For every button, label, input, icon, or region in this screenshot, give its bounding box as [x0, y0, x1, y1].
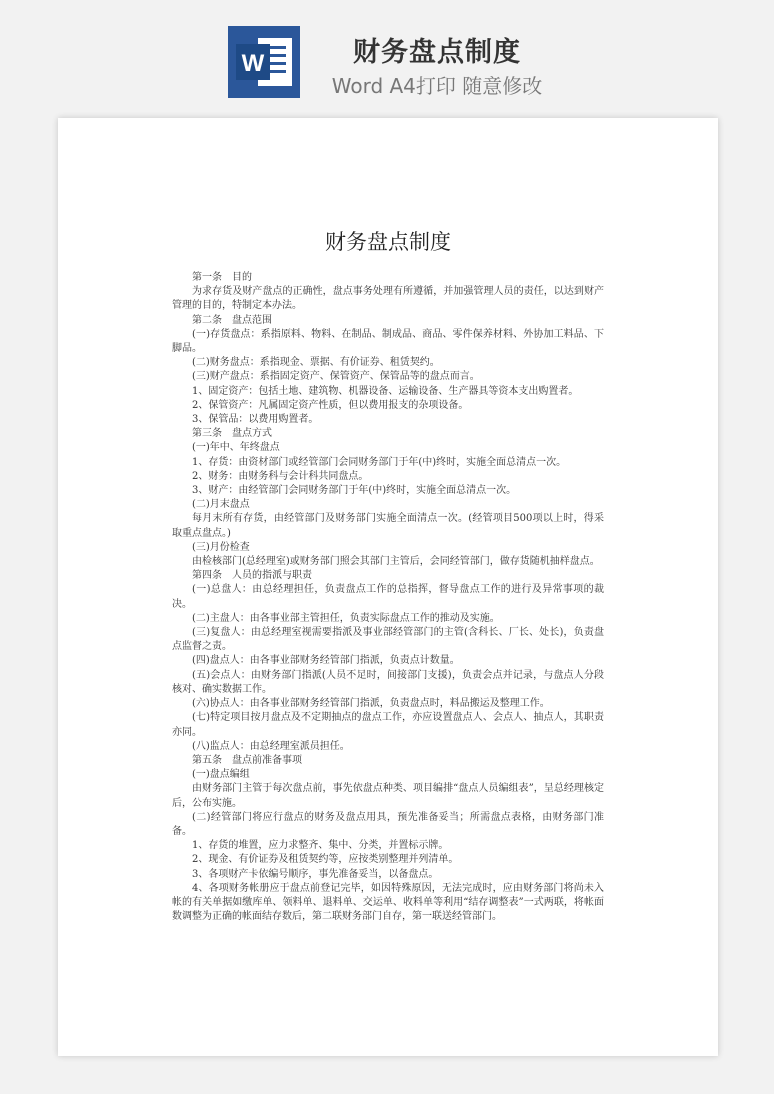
paragraph: (二)主盘人：由各事业部主管担任，负责实际盘点工作的推动及实施。 — [192, 612, 500, 624]
paragraph: 1、存货：由资材部门或经管部门会同财务部门于年(中)终时，实施全面总清点一次。 — [192, 456, 567, 468]
word-icon-letter: W — [241, 50, 265, 77]
banner-subtitle: Word A4打印 随意修改 — [331, 74, 543, 98]
paragraph: 2、保管资产：凡属固定资产性质，但以费用报支的杂项设备。 — [192, 399, 469, 411]
paragraph: 第五条 盘点前准备事项 — [192, 754, 302, 766]
banner-title: 财务盘点制度 — [353, 37, 521, 68]
paragraph: 第一条 目的 — [192, 272, 252, 283]
paragraph: 第三条 盘点方式 — [192, 428, 272, 440]
paragraph: 第二条 盘点范围 — [192, 314, 272, 326]
paragraph: (五)会点人：由财务部门指派(人员不足时，间接部门支援)，负责会点并记录，与盘点人分段核对、确实数据工作。 — [172, 669, 604, 695]
paragraph: 2、财务：由财务科与会计科共同盘点。 — [192, 470, 369, 482]
paragraph: 每月末所有存货，由经管部门及财务部门实施全面清点一次。(经管项目500项以上时，得采取重点盘点。) — [172, 513, 604, 539]
paragraph: 3、财产：由经管部门会同财务部门于年(中)终时，实施全面总清点一次。 — [192, 485, 517, 497]
paragraph: (四)盘点人：由各事业部财务经管部门指派，负责点计数量。 — [192, 655, 460, 667]
paragraph: (二)月末盘点 — [192, 499, 250, 511]
document-body — [172, 271, 604, 924]
paragraph: (三)财产盘点：系指固定资产、保管资产、保管品等的盘点而言。 — [192, 371, 480, 383]
paragraph: 4、各项财务帐册应于盘点前登记完毕，如因特殊原因，无法完成时，应由财务部门将尚未入帐的有关单据如缴库单、领料单、退料单、交运单、收料单等利用“结存调整表”一式两联，将帐面数调整为正确的帐面结存数后，第二联财务部门自存，第一联送经管部门。 — [172, 882, 604, 923]
paragraph: (一)盘点编组 — [192, 769, 250, 781]
paragraph: 1、固定资产：包括土地、建筑物、机器设备、运输设备、生产器具等资本支出购置者。 — [192, 385, 579, 397]
paragraph: 3、各项财产卡依编号顺序，事先准备妥当，以备盘点。 — [192, 868, 439, 880]
banner — [0, 0, 774, 112]
paragraph: (二)经管部门将应行盘点的财务及盘点用具，预先准备妥当；所需盘点表格，由财务部门准备。 — [172, 811, 604, 837]
paragraph: 为求存货及财产盘点的正确性，盘点事务处理有所遵循，并加强管理人员的责任，以达到财产管理的目的，特制定本办法。 — [172, 286, 604, 312]
paragraph: (三)复盘人：由总经理室视需要指派及事业部经管部门的主管(含科长、厂长、处长)，负责盘点监督之责。 — [172, 627, 604, 653]
paragraph: 由财务部门主管于每次盘点前，事先依盘点种类、项目编排“盘点人员编组表”，呈总经理核定后，公布实施。 — [172, 783, 604, 809]
paragraph: (二)财务盘点：系指现金、票据、有价证券、租赁契约。 — [192, 357, 440, 369]
document-page — [58, 118, 718, 1056]
paragraph: (一)存货盘点：系指原料、物料、在制品、制成品、商品、零件保养材料、外协加工料品、下脚品。 — [172, 328, 604, 355]
paragraph: (一)年中、年终盘点 — [192, 442, 280, 454]
paragraph: (一)总盘人：由总经理担任，负责盘点工作的总指挥，督导盘点工作的进行及异常事项的裁决。 — [172, 584, 604, 610]
paragraph: 第四条 人员的指派与职责 — [192, 570, 312, 582]
document-title: 财务盘点制度 — [325, 230, 451, 254]
paragraph: (八)监点人：由总经理室派员担任。 — [192, 740, 350, 752]
word-icon — [228, 26, 300, 98]
paragraph: (三)月份检查 — [192, 541, 250, 553]
paragraph: 2、现金、有价证券及租赁契约等，应按类别整理并列清单。 — [192, 854, 459, 866]
paragraph: 3、保管品：以费用购置者。 — [192, 414, 319, 426]
paragraph: 1、存货的堆置，应力求整齐、集中、分类，并置标示牌。 — [192, 840, 449, 852]
paragraph: 由检核部门(总经理室)或财务部门照会其部门主管后，会同经管部门，做存货随机抽样盘点。 — [192, 556, 600, 568]
paragraph: (六)协点人：由各事业部财务经管部门指派，负责盘点时，料品搬运及整理工作。 — [192, 698, 550, 710]
paragraph: (七)特定项目按月盘点及不定期抽点的盘点工作，亦应设置盘点人、会点人、抽点人，其职责亦同。 — [172, 712, 604, 738]
